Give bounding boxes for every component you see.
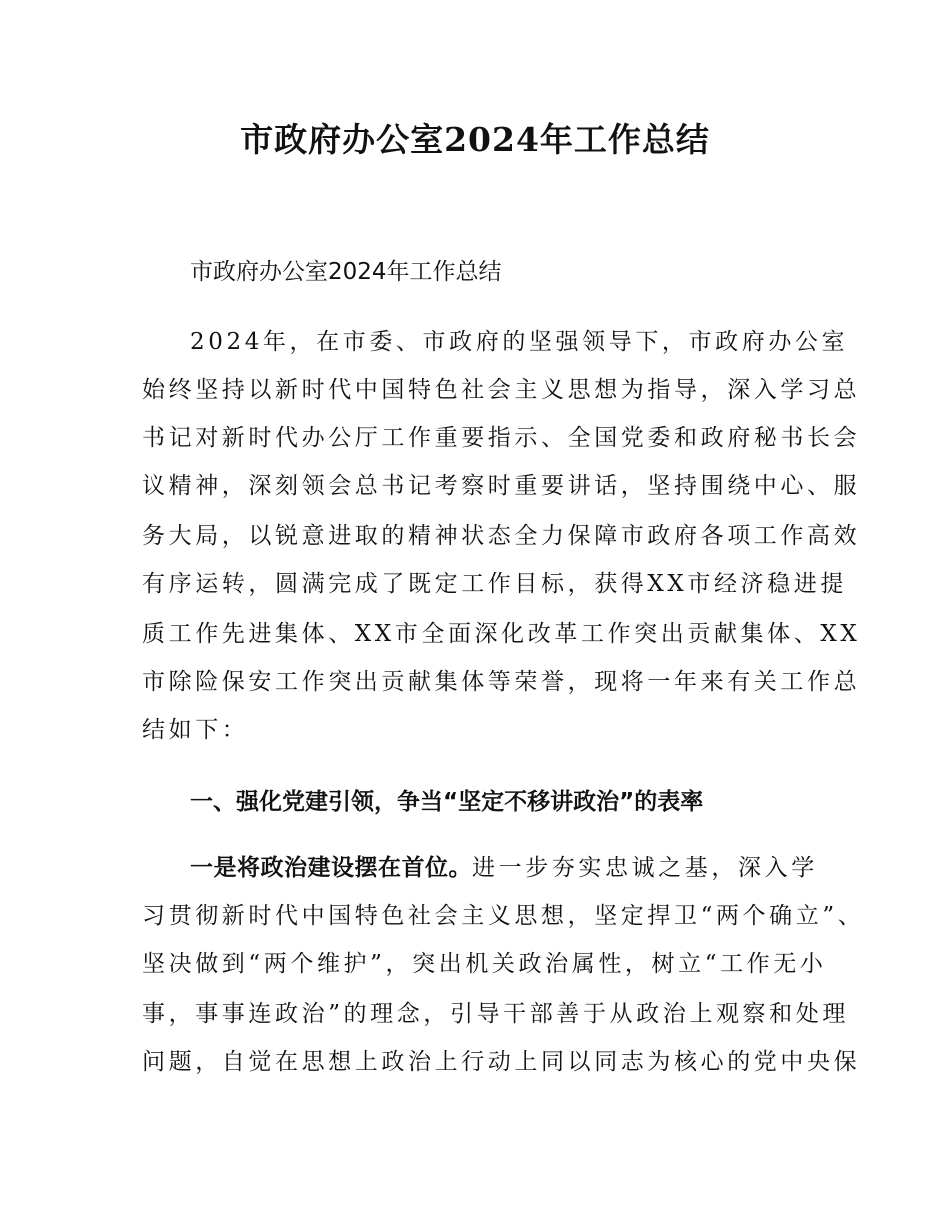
document-subtitle: 市政府办公室2024年工作总结 (190, 259, 502, 285)
intro-line: 务大局，以锐意进取的精神状态全力保障市政府各项工作高效 (142, 523, 861, 549)
section-paragraph-line: 习贯彻新时代中国特色社会主义思想，坚定捍卫“两个确立”、 (142, 903, 865, 929)
section-paragraph-line: 坚决做到“两个维护”，突出机关政治属性，树立“工作无小 (142, 951, 827, 977)
section-paragraph-line: 问题，自觉在思想上政治上行动上同以同志为核心的党中央保 (142, 1049, 861, 1075)
intro-line: 始终坚持以新时代中国特色社会主义思想为指导，深入学习总 (142, 377, 861, 403)
intro-line: 议精神，深刻领会总书记考察时重要讲话，坚持围绕中心、服 (142, 473, 861, 499)
paragraph-lead: 一是将政治建设摆在首位。 (190, 855, 472, 881)
section-paragraph-line: 事，事事连政治”的理念，引导干部善于从政治上观察和处理 (142, 1001, 849, 1027)
intro-line: 有序运转，圆满完成了既定工作目标，获得XX市经济稳进提 (142, 571, 847, 597)
section-paragraph-first-line (190, 850, 890, 886)
document-title: 市政府办公室2024年工作总结 (240, 120, 710, 159)
intro-line: 结如下： (142, 717, 249, 743)
intro-line: 2024年，在市委、市政府的坚强领导下，市政府办公室 (190, 329, 849, 355)
paragraph-lead-rest: 进一步夯实忠诚之基，深入学 (472, 855, 818, 881)
intro-line: 书记对新时代办公厅工作重要指示、全国党委和政府秘书长会 (142, 425, 861, 451)
section-heading: 一、强化党建引领，争当“坚定不移讲政治”的表率 (190, 789, 704, 815)
intro-line: 质工作先进集体、XX市全面深化改革工作突出贡献集体、XX (142, 621, 861, 647)
intro-line: 市除险保安工作突出贡献集体等荣誉，现将一年来有关工作总 (142, 669, 861, 695)
